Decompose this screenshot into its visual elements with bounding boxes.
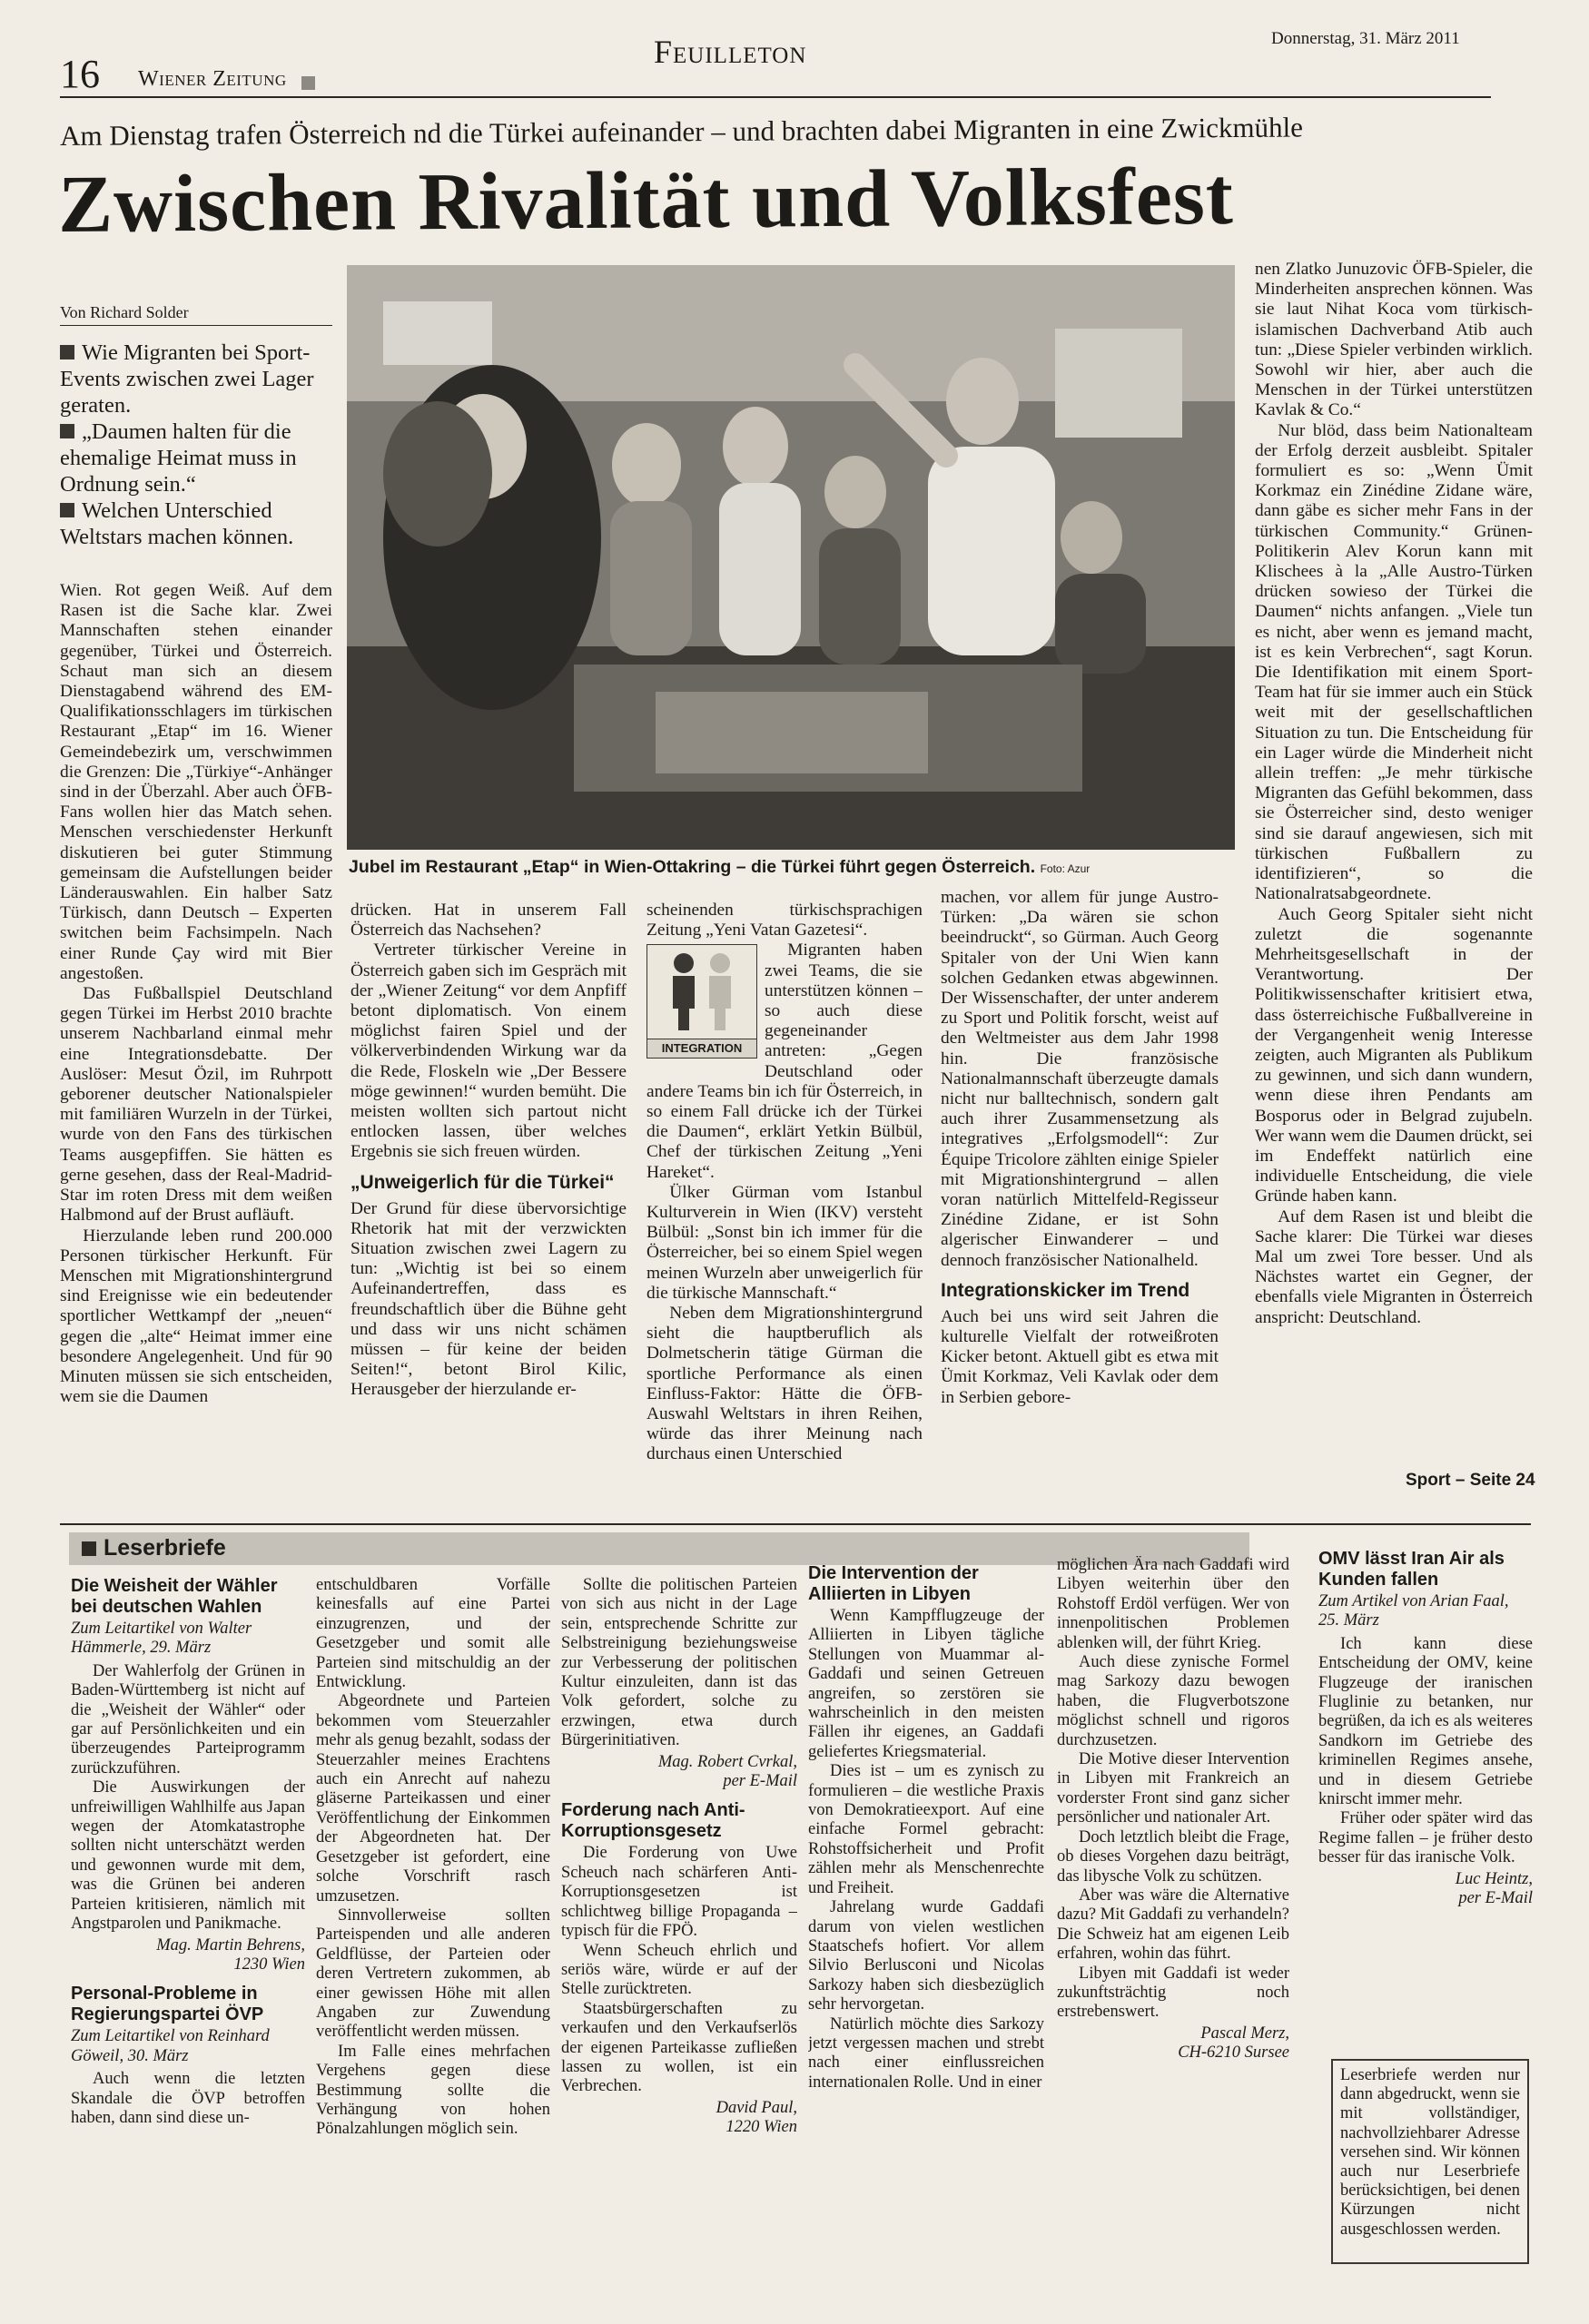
bullet-square-icon: [60, 345, 74, 359]
masthead-square-icon: [301, 76, 315, 90]
bullet-square-icon: [60, 424, 74, 438]
article-column-3: scheinenden türkischsprachigen Zeitung „Yeni Vatan Gazetesi“. INTEGRATION Migranten haben zwei Teams, die sie unterstützen können – so auch diese gegeneinander antreten: „Gegen Deutschland oder andere Teams bin ich für Österreich, in so einem Fall drücke ich der Türkei die Daumen“, erklärt Yetkin Bülbül, Chef der türkischen Zeitung „Yeni Hareket“. Ülker Gürman vom Istanbul Kulturverein in Wien (IKV) versteht Bülbül: „Sonst bin ich immer für die Österreicher, bei so einem Spiel wegen meinen Wurzeln aber unweigerlich für die türkische Mannschaft.“ Neben dem Migrationshintergrund sieht die hauptberuflich als Dolmetscherin tätige Gürman die sportliche Performance als einen Einfluss-Faktor: Hätte die ÖFB-Auswahl Weltstars in ihren Reihen, würde das ihrer Meinung nach durchaus einen Unterschied: [646, 901, 923, 1464]
article-column-2: drücken. Hat in unserem Fall Österreich das Nachsehen? Vertreter türkischer Vereine in Österreich gaben sich im Gespräch mit der „Wiener Zeitung“ vor dem Anpfiff betont diplomatisch. Von einem möglichst fairen Spiel und der völkerverbindenden Wirkung war da die Rede, Floskeln wie „Der Bessere möge gewinnen!“ wurden bemüht. Die meisten wollten sich partout nicht entlocken lassen, über welches Ergebnis sie sich freuen würden. „Unweigerlich für die Türkei“ Der Grund für diese übervorsichtige Rhetorik hat mit der verzwickten Situation zwischen zwei Lagern zu tun: „Wichtig ist bei so einem Aufeinandertreffen, dass es freundschaftlich über die Bühne geht und dass wir uns nicht schämen müssen – für keine der beiden Seiten!“, betont Birol Kilic, Herausgeber der hierzulande er-: [350, 901, 627, 1400]
article-column-4: machen, vor allem für junge Austro-Türken: „Da wären sie schon beeindruckt“, so Gürman. Auch Georg Spitaler von der Uni Wien kann solchen Gedanken etwas abgewinnen. Der Wissenschafter, der unter anderem zu Sport und Politik forscht, weist auf den Weltmeister aus dem Jahr 1998 hin. Die französische Nationalmannschaft überzeugte damals nicht nur balltechnisch, sondern galt auch ihrer Zusammensetzung als integratives „Erfolgsmodell“: Zur Équipe Tricolore zählten einige Spieler mit Migrationshintergrund – allen voran natürlich Mittelfeld-Regisseur Zinédine Zidane, er ist Sohn algerischer Einwanderer – und dennoch französischer Nationalheld. Integrationskicker im Trend Auch bei uns wird seit Jahren die kulturelle Vielfalt der rotweißroten Kicker betont. Aktuell gibt es etwa mit Ümit Korkmaz, Veli Kavlak oder dem in Serbien gebore-: [941, 888, 1219, 1407]
newspaper-name: Wiener Zeitung: [138, 67, 287, 91]
restaurant-crowd-illustration: [347, 265, 1235, 850]
article-summary: [60, 340, 334, 550]
subheading: Integrationskicker im Trend: [941, 1279, 1190, 1301]
summary-item: Wie Migranten bei Sport-Events zwischen zwei Lager geraten.: [60, 340, 314, 418]
issue-date: Donnerstag, 31. März 2011: [1271, 29, 1460, 48]
letters-column-3: Sollte die politischen Parteien von sich aus nicht in der Lage sein, entsprechende Schritte zur Selbstreinigung beziehungsweise zur Verbesserung der politischen Kultur einzuleiten, dann ist das Volk gefordert, solche zu erzwingen, etwa durch Bürgerinitiativen. Mag. Robert Cvrkal, per E-Mail Forderung nach Anti-Korruptionsgesetz Die Forderung von Uwe Scheuch nach schärferen Anti-Korruptionsgesetzen ist schlichtweg billige Propaganda – typisch für die FPÖ. Wenn Scheuch ehrlich und seriös wäre, würde er auf der Stelle zurücktreten. Staatsbürgerschaften zu verkaufen und den Verkaufserlös der eigenen Parteikasse zufließen lassen zu wollen, ist ein Verbrechen. David Paul, 1220 Wien: [561, 1576, 797, 2137]
letters-section-title: Leserbriefe: [104, 1535, 226, 1561]
summary-item: Welchen Unterschied Weltstars machen können.: [60, 498, 294, 549]
bullet-square-icon: [82, 1541, 96, 1556]
letters-column-6: OMV lässt Iran Air als Kunden fallen Zum Artikel von Arian Faal, 25. März Ich kann diese Entscheidung der OMV, keine Flugzeuge der iranischen Fluglinie zu betanken, nur begrüßen, da ich es als weiteres Sandkorn im Getriebe des kriminellen Regimes ansehe, und in diesem Getriebe knirscht immer mehr. Früher oder später wird das Regime fallen – je früher desto besser für das iranische Volk. Luc Heintz, per E-Mail: [1318, 1549, 1533, 1908]
integration-box: [646, 944, 757, 1059]
byline-rule: [60, 325, 332, 326]
bullet-square-icon: [60, 503, 74, 517]
integration-label: INTEGRATION: [647, 1039, 756, 1058]
header-rule: [60, 96, 1491, 98]
letters-column-2: entschuldbaren Vorfälle keinesfalls auf eine Partei einzugrenzen, und der Gesetzgeber und somit alle Parteien sind mitschuldig an der Entwicklung. Abgeordnete und Parteien bekommen vom Steuerzahler mehr als genug bezahlt, sodass der Steuerzahler meines Erachtens auch ein Anrecht auf nahezu gläserne Parteikassen und einer Veröffentlichung der Einkommen der Abgeordneten hat. Der Gesetzgeber ist gefordert, eine solche Vorschrift rasch umzusetzen. Sinnvollerweise sollten Parteispenden und alle anderen Geldflüsse, der Parteien oder deren Vertretern zukommen, ab einer gewissen Höhe mit allen Angaben zur Zuwendung veröffentlicht werden müssen. Im Falle eines mehrfachen Vergehens gegen diese Bestimmung sollte die Verhängung von hohen Pönalzahlungen möglich sein.: [316, 1576, 550, 2139]
letters-column-1: Die Weisheit der Wähler bei deutschen Wahlen Zum Leitartikel von Walter Hämmerle, 29. März Der Wahlerfolg der Grünen in Baden-Württemberg ist nicht auf die „Weisheit der Wähler“ oder gar auf Persönlichkeiten und ein überzeugendes Parteiprogramm zurückzuführen. Die Auswirkungen der unfreiwilligen Wahlhilfe aus Japan wegen der Atomkatastrophe sollten nicht unterschätzt werden und gewonnen wurde mit dem, was die Grünen bei anderen Parteien kritisieren, nämlich mit Angstparolen und Panikmache. Mag. Martin Behrens, 1230 Wien Personal-Probleme in Regierungspartei ÖVP Zum Leitartikel von Reinhard Göweil, 30. März Auch wenn die letzten Skandale die ÖVP betroffen haben, dann sind diese un-: [71, 1576, 305, 2127]
photo-credit: Foto: Azur: [1040, 862, 1091, 875]
article-photo: [347, 265, 1235, 850]
integration-figures-icon: [647, 945, 756, 1036]
article-headline: Zwischen Rivalität und Volksfest: [57, 151, 1235, 250]
letters-notice-box: Leserbriefe werden nur dann abgedruckt, wenn sie mit vollständiger, nachvollziehbarer Adresse versehen sind. Wir können auch nur Leserbriefe berücksichtigen, bei denen Kürzungen nicht ausgeschlossen werden.: [1331, 2059, 1529, 2264]
letters-column-4: Die Intervention der Alliierten in Libyen Wenn Kampfflugzeuge der Alliierten in Libyen tägliche Stellungen von Muammar al-Gaddafi und seinen Getreuen angreifen, so zerstören sie wahrscheinlich in den meisten Fällen ihr eigenes, an Gaddafi geliefertes Kriegsmaterial. Dies ist – um es zynisch zu formulieren – die westliche Praxis von Demokratieexport. Auf eine einfache Formel gebracht: Rohstoffsicherheit und Profit zählen mehr als Menschenrechte und Freiheit. Jahrelang wurde Gaddafi darum von vielen westlichen Staatschefs hofiert. Vor allem Silvio Berlusconi und Nicolas Sarkozy haben sich diesbezüglich sehr hervorgetan. Natürlich möchte dies Sarkozy jetzt vergessen machen und strebt nach einer einflussreichen internationalen Rolle. Und in einer: [808, 1563, 1044, 2092]
letters-column-5: möglichen Ära nach Gaddafi wird Libyen weiterhin über den Rohstoff Erdöl verfügen. Wer von innenpolitischen Problemen ablenken will, der führt Krieg. Auch diese zynische Formel mag Sarkozy dazu bewogen haben, die Flugverbotszone möglichst schnell und rigoros durchzusetzen. Die Motive dieser Intervention in Libyen mit Frankreich an vorderster Front sind ganz sicher persönlicher und nationaler Art. Doch letztlich bleibt die Frage, ob dieses Vorgehen dazu beiträgt, das libysche Volk zu schützen. Aber was wäre die Alternative dazu? Mit Gaddafi zu verhandeln? Die Schweiz hat am eigenen Leib erfahren, wohin das führt. Libyen mit Gaddafi ist weder zukunftsträchtig noch erstrebenswert. Pascal Merz, CH-6210 Sursee: [1057, 1556, 1289, 2063]
summary-item: „Daumen halten für die ehemalige Heimat muss in Ordnung sein.“: [60, 419, 297, 497]
byline: Von Richard Solder: [60, 303, 189, 321]
article-kicker: Am Dienstag trafen Österreich nd die Türkei aufeinander – und brachten dabei Migranten in eine Zwickmühle: [59, 111, 1304, 152]
letters-top-rule: [60, 1523, 1531, 1525]
article-column-5: nen Zlatko Junuzovic ÖFB-Spieler, die Minderheiten ansprechen können. Was sie laut Nihat Koca vom türkisch-islamischen Dachverband Atib auch tun: „Diese Spieler verbinden wirklich. Sowohl wir hier, aber auch die Menschen in der Türkei unterstützen Kavlak & Co.“ Nur blöd, dass beim Nationalteam der Erfolg derzeit ausbleibt. Spitaler formuliert es so: „Wenn Ümit Korkmaz ein Zinédine Zidane wäre, dann gäbe es sicher mehr Fans in der türkischen Community.“ Grünen-Politikerin Alev Korun kann mit Klischees à la „Alle Austro-Türken drücken sowieso der Türkei die Daumen“ nichts anfangen. „Viele tun es nicht, aber wenn es jemand macht, ist es kein Verbrechen“, sagt Korun. Die Identifikation mit einem Sport-Team hat für sie immer auch ein Stück weit mit der gesellschaftlichen Situation zu tun. Die Entscheidung für ein Lager würde die Minderheit nicht allein treffen: „Je mehr türkische Migranten das Gefühl bekommen, dass sie Österreicher sind, desto weniger sind sie darauf angewiesen, sich mit türkischen Fußballern zu identifizieren“, so die Nationalratsabgeordnete. Auch Georg Spitaler sieht nicht zuletzt die sogenannte Mehrheitsgesellschaft in der Verantwortung. Der Politikwissenschafter kritisiert etwa, dass österreichische Fußballvereine in der Vergangenheit wenig Interesse zeigten, auch Migranten als Publikum zu gewinnen, und sich dann wundern, wenn diese ihren Pendants am Bosporus oder in Belgrad zujubeln. Wer wann wem die Daumen drückt, sei im Endeffekt natürlich eine individuelle Entscheidung, die viele Gründe haben kann. Auf dem Rasen ist und bleibt die Sache klarer: Die Türkei war dieses Mal um zwei Tore besser. Und als Nächstes wartet ein Gegner, der ebenfalls viele Migranten in Österreich anspricht: Deutschland.: [1255, 260, 1533, 1327]
article-column-1: Wien. Rot gegen Weiß. Auf dem Rasen ist die Sache klar. Zwei Mannschaften stehen einander gegenüber, Türkei und Österreich. Schaut man sich an diesem Dienstagabend während des EM-Qualifikationsschlagers im türkischen Restaurant „Etap“ im 16. Wiener Gemeindebezirk um, verschwimmen die Grenzen: Die „Türkiye“-Anhänger sind in der Überzahl. Aber auch ÖFB-Fans wollen hier das Match sehen. Menschen verschiedenster Herkunft diskutieren bei guter Stimmung gemeinsam die Aufstellungen beider Länderauswahlen. Ein halber Satz Türkisch, dann Deutsch – Experten switchen beim Fachsimpeln. Nach einer Runde Çay wird mit Bier angestoßen. Das Fußballspiel Deutschland gegen Türkei im Herbst 2010 brachte unserem Nachbarland einmal mehr eine Integrationsdebatte. Der Auslöser: Mesut Özil, im Ruhrpott geborener deutscher Nationalspieler mit familiären Wurzeln in der Türkei, wurde von den Fans des türkischen Teams ausgepfiffen. Sie hätten es gerne gesehen, dass der Real-Madrid-Star im roten Dress mit dem weißen Halbmond auf der Brust aufläuft. Hierzulande leben rund 200.000 Personen türkischer Herkunft. Für Menschen mit Migrationshintergrund sind Ereignisse wie ein bedeutender sportlicher Wettkampf der „neuen“ gegen die „alte“ Heimat immer eine besondere Angelegenheit. Und für 90 Minuten müssen sie sich entscheiden, wem sie die Daumen: [60, 581, 332, 1407]
photo-caption: Jubel im Restaurant „Etap“ in Wien-Ottakring – die Türkei führt gegen Österreich. Foto: Azur: [349, 857, 1091, 877]
subheading: „Unweigerlich für die Türkei“: [350, 1171, 615, 1193]
section-name: Feuilleton: [654, 34, 807, 70]
cross-reference: Sport – Seite 24: [1406, 1471, 1535, 1490]
page-number: 16: [60, 52, 100, 96]
